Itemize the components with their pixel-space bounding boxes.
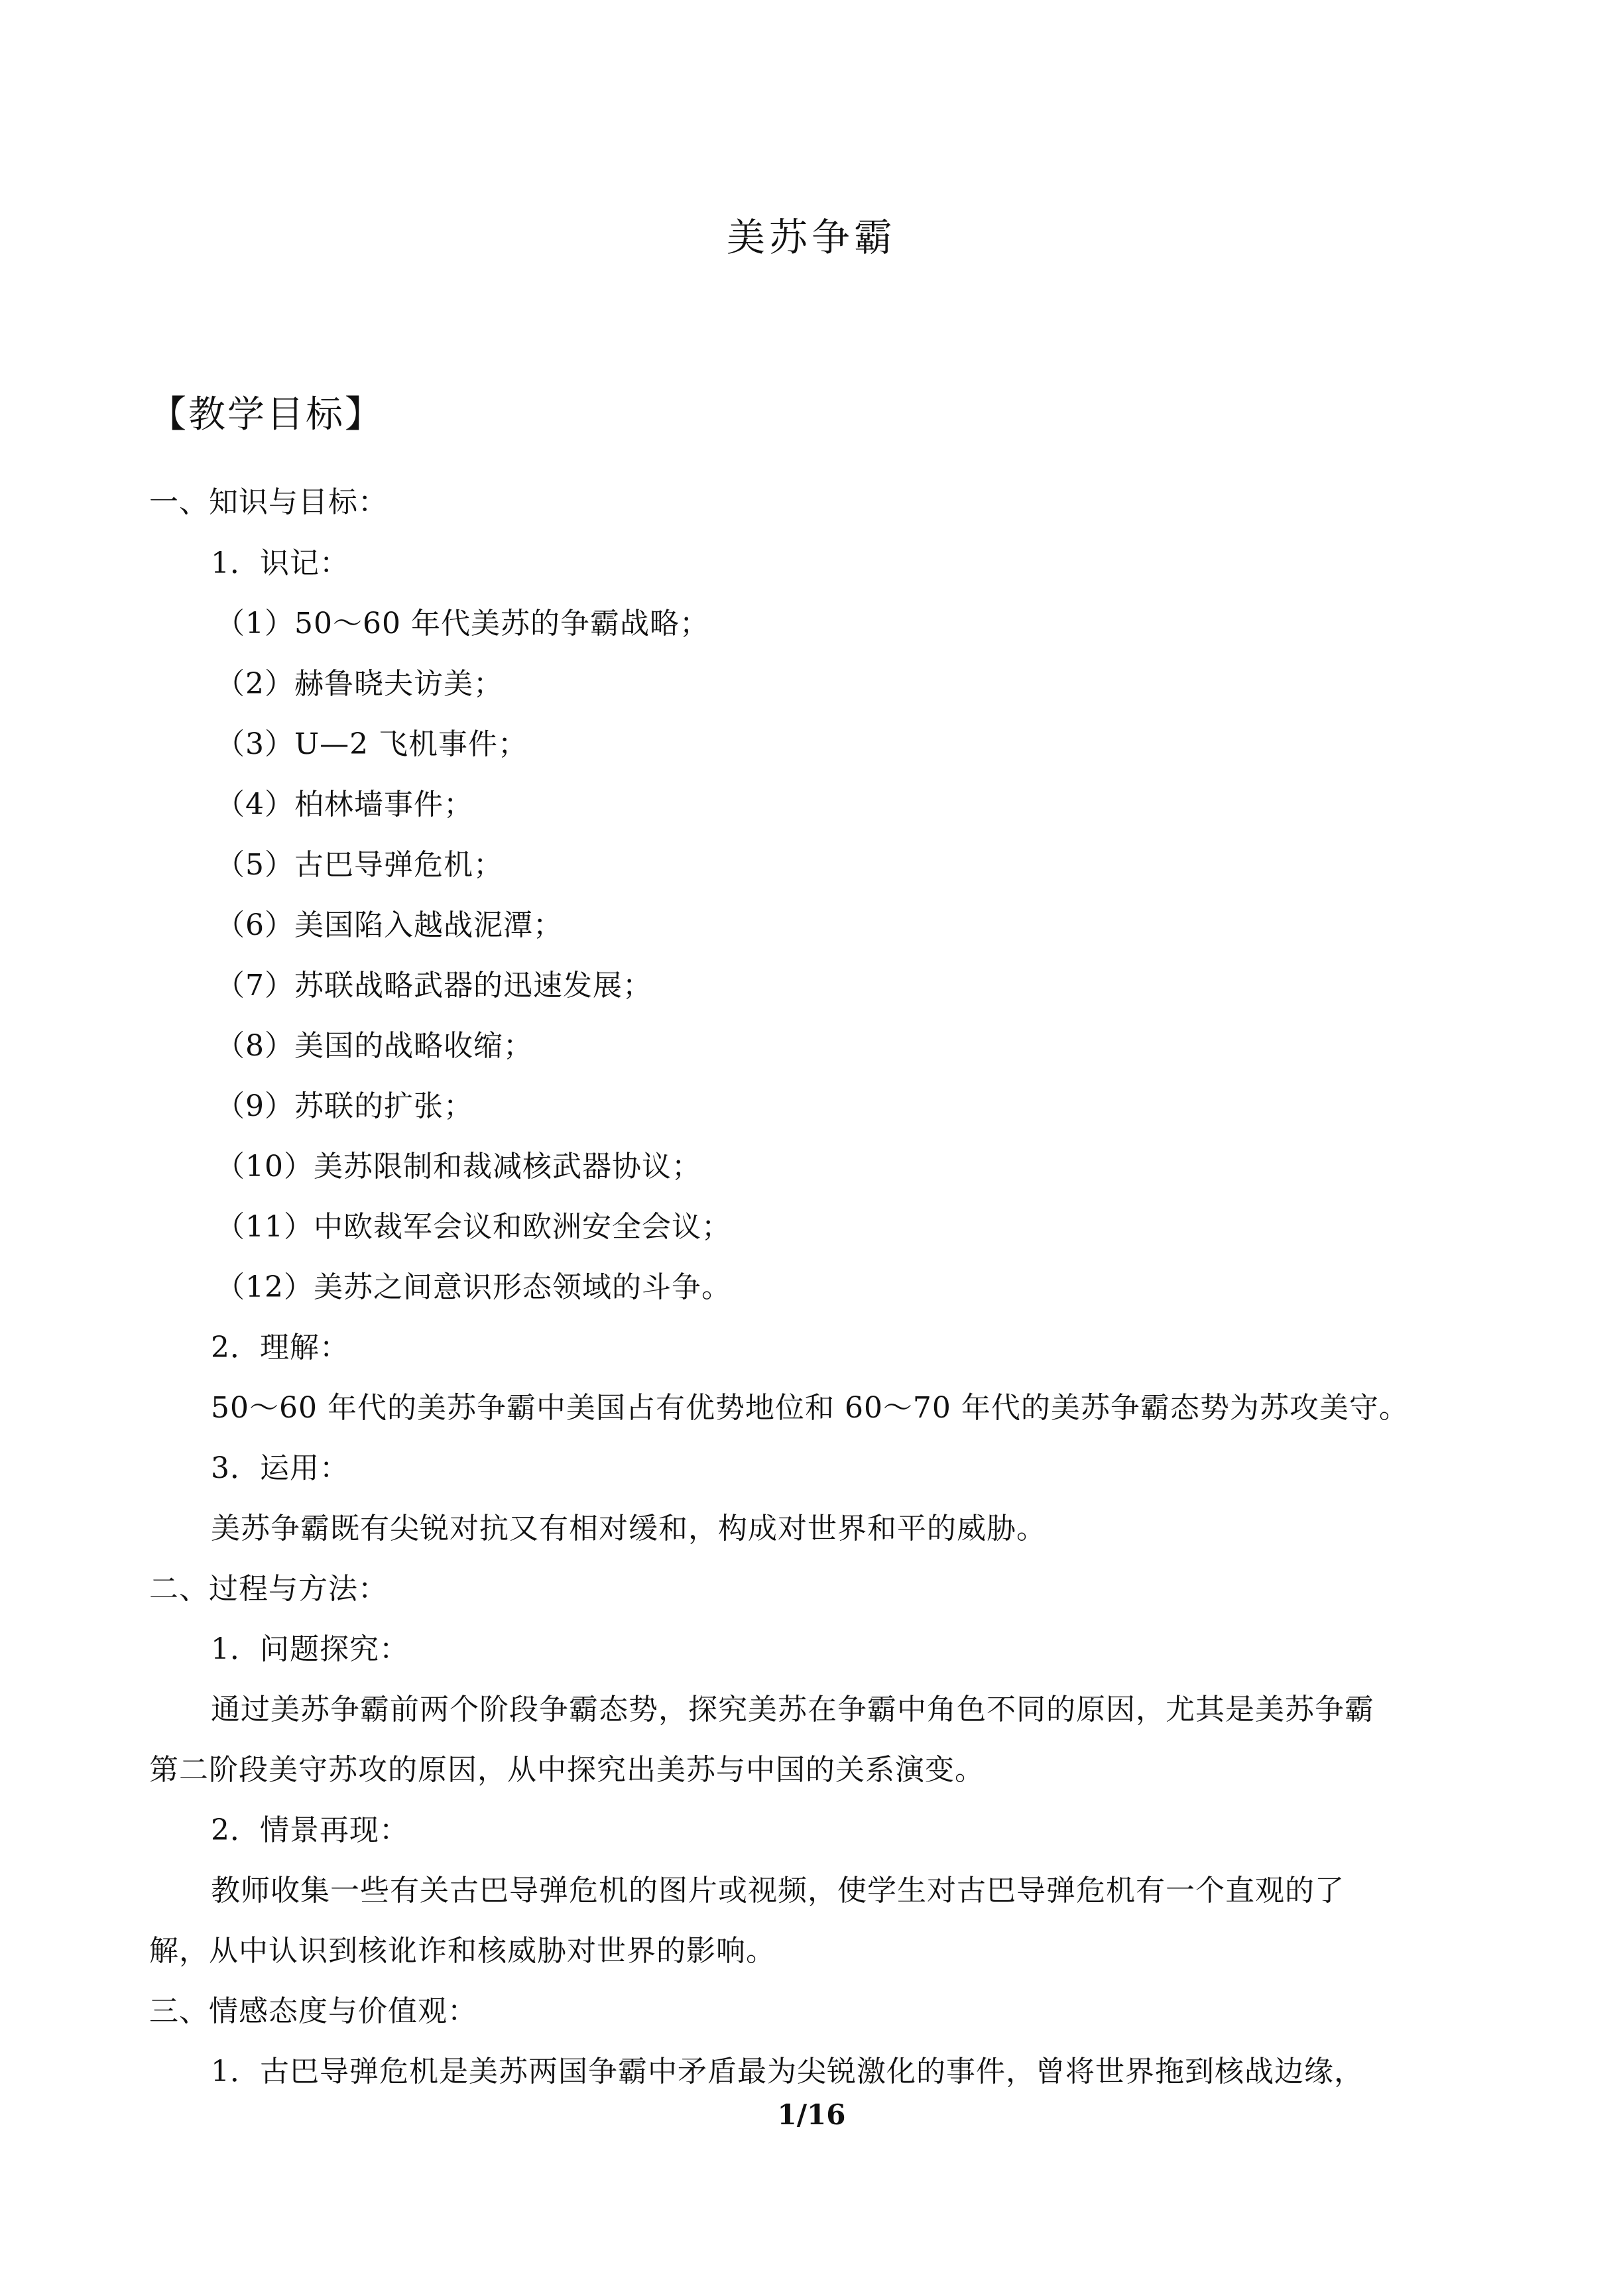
list-item: （8）美国的战略收缩；	[215, 1029, 533, 1063]
paragraph-line: 第二阶段美守苏攻的原因，从中探究出美苏与中国的关系演变。	[149, 1753, 985, 1787]
section-heading: 【教学目标】	[149, 393, 384, 436]
list-item: （2）赫鲁晓夫访美；	[215, 667, 503, 701]
heading-process: 二、过程与方法：	[149, 1572, 388, 1606]
list-item: （6）美国陷入越战泥潭；	[215, 908, 563, 942]
paragraph-line: 美苏争霸既有尖锐对抗又有相对缓和，构成对世界和平的威胁。	[211, 1512, 1046, 1545]
paragraph-line: 教师收集一些有关古巴导弹危机的图片或视频，使学生对古巴导弹危机有一个直观的了	[211, 1874, 1345, 1907]
list-item: （12）美苏之间意识形态领域的斗争。	[215, 1270, 731, 1304]
list-item: （10）美苏限制和裁减核武器协议；	[215, 1150, 701, 1183]
paragraph-line: 1．古巴导弹危机是美苏两国争霸中矛盾最为尖锐激化的事件，曾将世界拖到核战边缘，	[211, 2055, 1364, 2088]
subheading-scenario: 2．情景再现：	[211, 1813, 409, 1847]
subheading-understand: 2．理解：	[211, 1331, 349, 1364]
list-item: （1）50～60 年代美苏的争霸战略；	[215, 607, 709, 640]
list-item: （9）苏联的扩张；	[215, 1089, 473, 1123]
list-item: （4）柏林墙事件；	[215, 788, 473, 821]
list-item: （3）U—2 飞机事件；	[215, 727, 528, 761]
list-item: （7）苏联战略武器的迅速发展；	[215, 969, 652, 1002]
paragraph-line: 50～60 年代的美苏争霸中美国占有优势地位和 60～70 年代的美苏争霸态势为苏攻美守。	[211, 1391, 1409, 1425]
subheading-apply: 3．运用：	[211, 1451, 349, 1485]
subheading-inquiry: 1．问题探究：	[211, 1632, 409, 1666]
paragraph-line: 通过美苏争霸前两个阶段争霸态势，探究美苏在争霸中角色不同的原因，尤其是美苏争霸	[211, 1693, 1374, 1726]
list-item: （5）古巴导弹危机；	[215, 848, 503, 882]
document-title: 美苏争霸	[726, 215, 896, 260]
heading-knowledge: 一、知识与目标：	[149, 485, 388, 519]
page-number: 1/16	[777, 2098, 846, 2131]
paragraph-line: 解，从中认识到核讹诈和核威胁对世界的影响。	[149, 1934, 776, 1968]
list-item: （11）中欧裁军会议和欧洲安全会议；	[215, 1210, 731, 1244]
heading-values: 三、情感态度与价值观：	[149, 1994, 477, 2028]
subheading-memorize: 1．识记：	[211, 546, 349, 580]
